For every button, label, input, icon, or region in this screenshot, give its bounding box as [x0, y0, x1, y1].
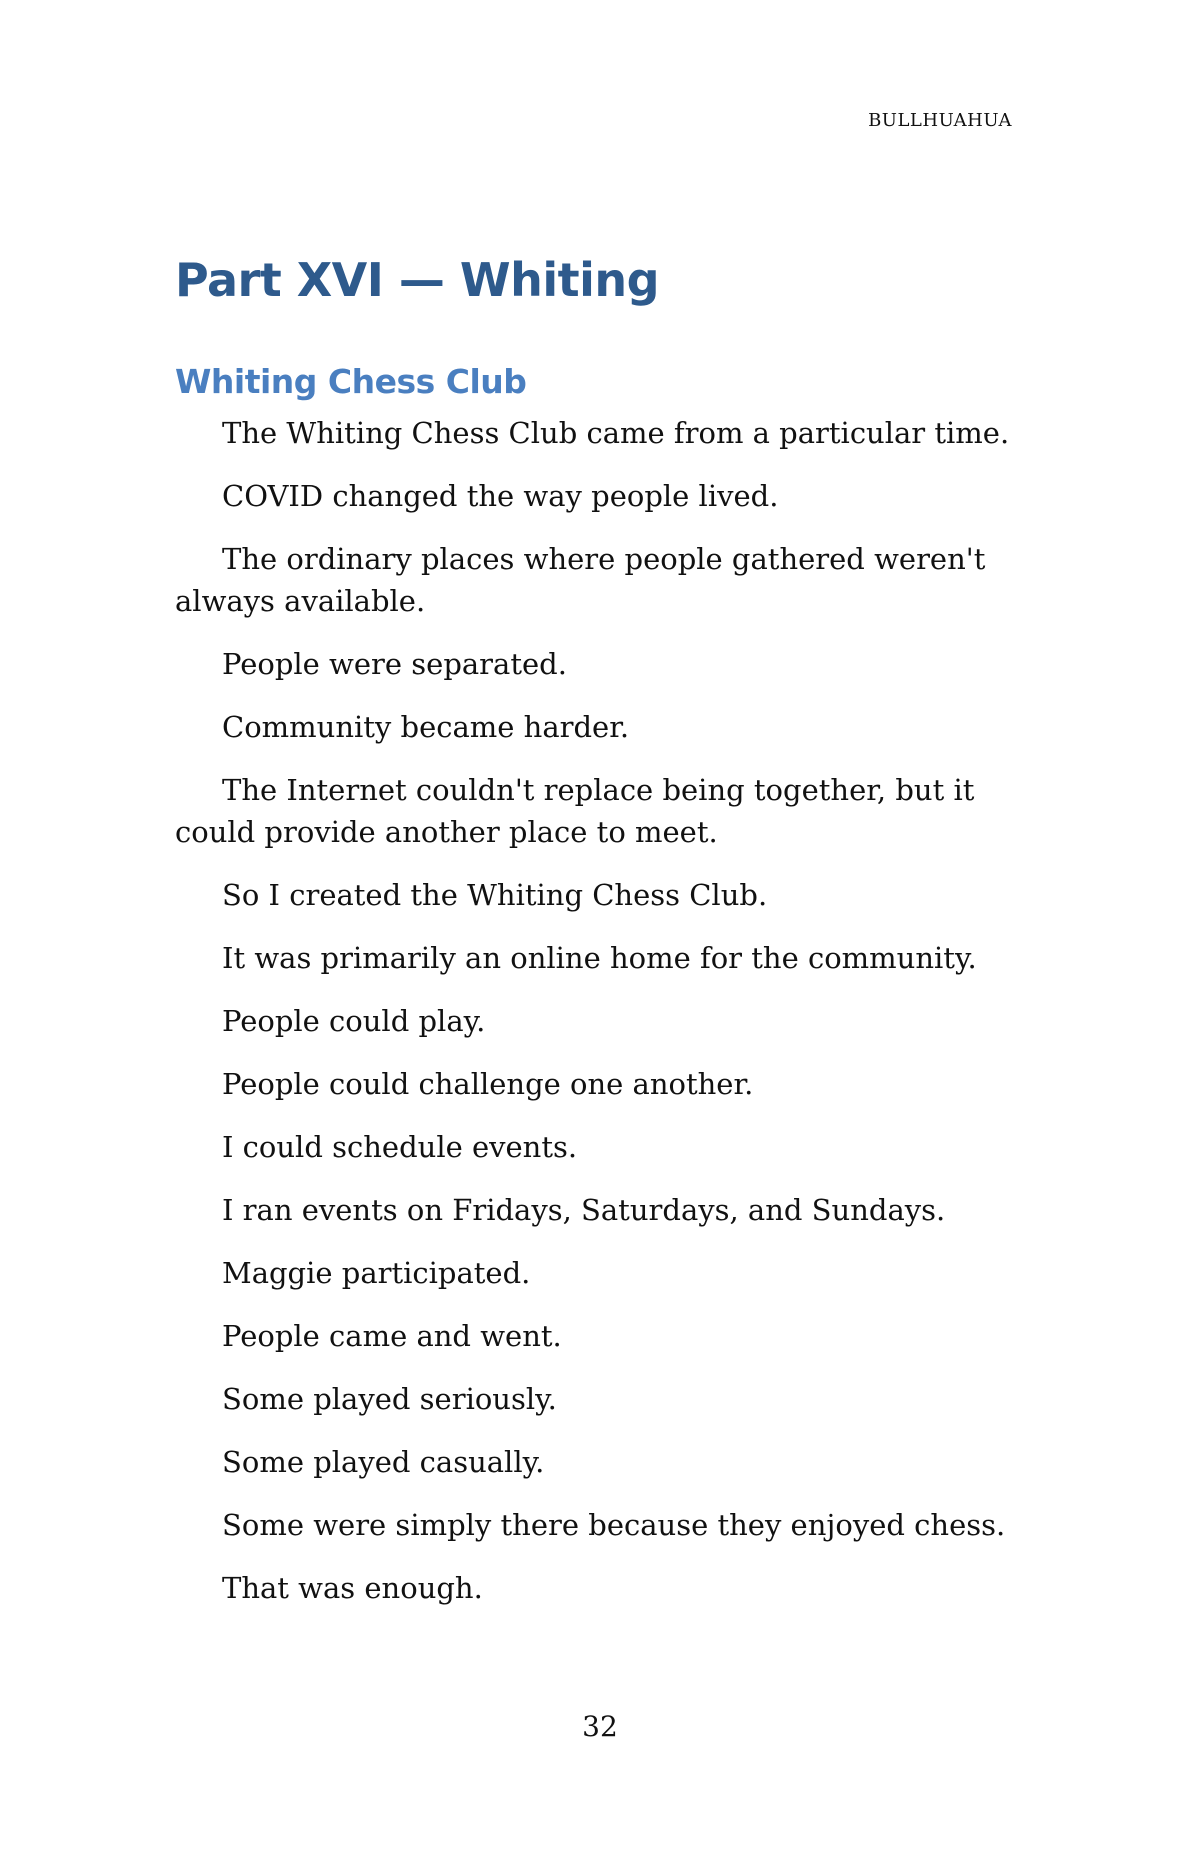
paragraph: The Whiting Chess Club came from a particular time.	[222, 416, 1010, 450]
paragraph: COVID changed the way people lived.	[222, 479, 779, 513]
running-header: BULLHUAHUA	[868, 110, 1012, 131]
paragraph: It was primarily an online home for the community.	[222, 941, 977, 975]
paragraph: The ordinary places where people gathered weren't always available.	[175, 542, 986, 618]
part-title: Part XVI — Whiting	[175, 253, 660, 307]
paragraph: So I created the Whiting Chess Club.	[222, 878, 768, 912]
paragraph: Some played seriously.	[222, 1382, 557, 1416]
paragraph: Maggie participated.	[222, 1256, 531, 1290]
paragraph: Some were simply there because they enjoyed chess.	[222, 1508, 1006, 1542]
body-text	[175, 412, 1010, 1630]
paragraph: Community became harder.	[222, 710, 630, 744]
paragraph: That was enough.	[222, 1571, 483, 1605]
paragraph: Some played casually.	[222, 1445, 545, 1479]
paragraph: The Internet couldn't replace being together, but it could provide another place to meet.	[175, 773, 975, 849]
paragraph: People came and went.	[222, 1319, 562, 1353]
paragraph: People were separated.	[222, 647, 567, 681]
paragraph: I ran events on Fridays, Saturdays, and Sundays.	[222, 1193, 946, 1227]
section-title: Whiting Chess Club	[175, 362, 527, 401]
paragraph: People could challenge one another.	[222, 1067, 754, 1101]
page-number: 32	[582, 1710, 618, 1743]
paragraph: I could schedule events.	[222, 1130, 578, 1164]
paragraph: People could play.	[222, 1004, 486, 1038]
